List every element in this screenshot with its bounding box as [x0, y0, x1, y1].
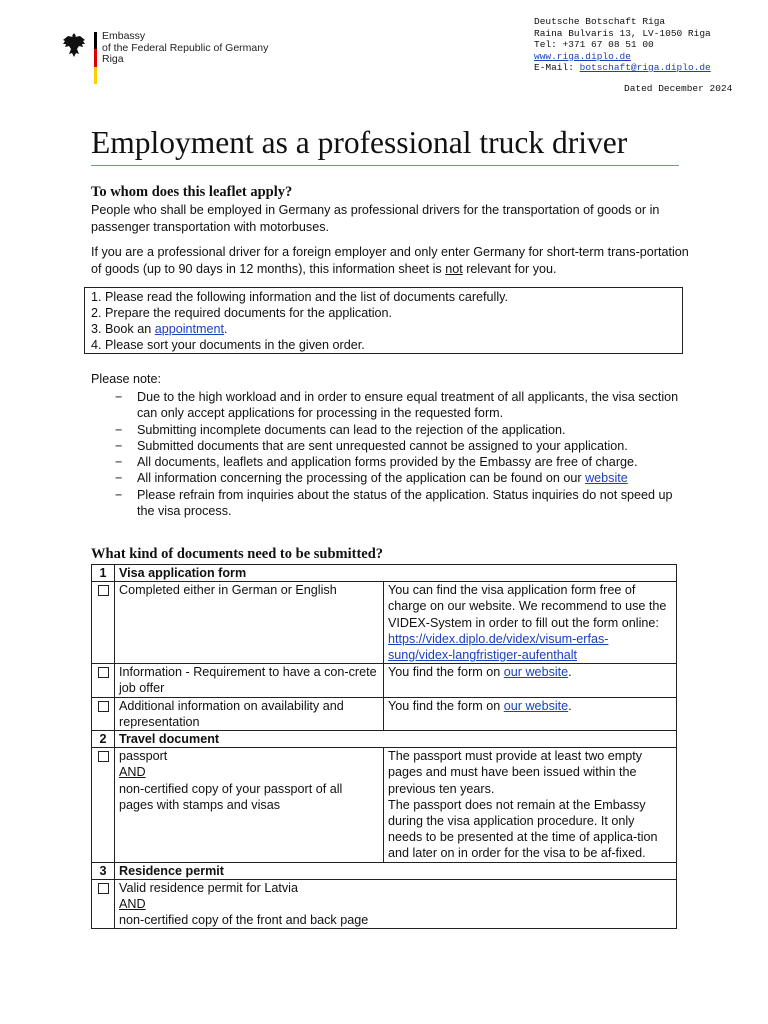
table-row: Information - Requirement to have a con-crete job offer You find the form on our website.	[92, 664, 677, 697]
section-heading-documents: What kind of documents need to be submitted?	[91, 546, 384, 562]
page-title: Employment as a professional truck driver	[91, 125, 628, 160]
table-section-row: 3 Residence permit	[92, 862, 677, 879]
checkbox[interactable]	[98, 751, 109, 762]
contact-name: Deutsche Botschaft Riga	[534, 16, 666, 27]
list-item: − All information concerning the processing of the application can be found on our website	[115, 471, 628, 486]
form-link[interactable]: our website	[503, 698, 569, 713]
table-row: Additional information on availability and representation You find the form on our website.	[92, 697, 677, 730]
table-section-row: 1 Visa application form	[92, 565, 677, 582]
logo-text: Embassy of the Federal Republic of Germany Riga	[102, 30, 269, 65]
contact-block: Deutsche Botschaft Riga Raina Bulvaris 13, LV-1050 Riga Tel: +371 67 08 51 00 www.riga.diplo.de E-Mail: botschaft@riga.diplo.de	[534, 16, 711, 73]
title-divider	[91, 165, 679, 166]
checkbox[interactable]	[98, 667, 109, 678]
steps-box	[84, 287, 683, 354]
list-item: − All documents, leaflets and application forms provided by the Embassy are free of charge.	[115, 455, 638, 470]
paragraph-scope: People who shall be employed in Germany as professional drivers for the transportation of goods or in passenger transportation with motorbuses.	[91, 203, 660, 234]
list-item: − Please refrain from inquiries about the status of the application. Status inquiries do not speed up the visa process.	[115, 487, 673, 519]
step-2: 2. Prepare the required documents for the application.	[91, 306, 393, 320]
form-link[interactable]: our website	[503, 665, 569, 680]
list-item: − Due to the high workload and in order to ensure equal treatment of all applicants, the visa section can only accept applications for processing in the requested form.	[115, 390, 679, 421]
checkbox[interactable]	[98, 701, 109, 712]
list-item: − Submitting incomplete documents can lead to the rejection of the application.	[115, 422, 566, 437]
table-section-row: 2 Travel document	[92, 731, 677, 748]
appointment-link[interactable]: appointment	[154, 322, 225, 336]
checkbox[interactable]	[98, 883, 109, 894]
contact-phone: Tel: +371 67 08 51 00	[534, 39, 654, 50]
website-link[interactable]: www.riga.diplo.de	[534, 50, 631, 62]
section-heading-applicability: To whom does this leaflet apply?	[91, 184, 293, 200]
documents-table	[91, 564, 677, 929]
table-row: Completed either in German or English You can find the visa application form free of charge on our website. We recommend to use the VIDEX-System in order to fill out the form online: https://videx.diplo.de/videx/visum-erfas- sung/videx-langfristiger-aufenthalt	[92, 582, 677, 664]
list-item: − Submitted documents that are sent unrequested cannot be assigned to your application.	[115, 438, 628, 453]
website-link-notes[interactable]: website	[585, 471, 628, 486]
videx-link[interactable]: https://videx.diplo.de/videx/visum-erfas- sung/videx-langfristiger-aufenthalt	[388, 631, 609, 663]
table-row: Valid residence permit for Latvia AND non-certified copy of the front and back page	[92, 879, 677, 929]
step-3: 3. Book an appointment.	[91, 322, 228, 336]
email-link[interactable]: botschaft@riga.diplo.de	[579, 62, 711, 73]
embassy-logo	[58, 28, 288, 90]
checkbox[interactable]	[98, 585, 109, 596]
notes-label: Please note:	[91, 372, 162, 386]
german-flag-bar	[94, 32, 97, 84]
step-4: 4. Please sort your documents in the given order.	[91, 338, 365, 352]
contact-address: Raina Bulvaris 13, LV-1050 Riga	[534, 27, 711, 39]
table-row: passport AND non-certified copy of your passport of all pages with stamps and visas The passport must provide at least two empty pages and must have been issued within the previous ten years. The passport does not remain at the Embassy during the visa application procedure. It only needs to be presented at the time of applica-tion and later on in order for the visa to be af-fixed.	[92, 748, 677, 862]
paragraph-exemption: If you are a professional driver for a foreign employer and only enter Germany for short-term trans-portation of goods (up to 90 days in 12 months), this information sheet is not relevant for you.	[91, 245, 689, 276]
date-line: Dated December 2024	[624, 83, 733, 94]
notes-list	[113, 389, 683, 519]
federal-eagle-icon	[62, 32, 86, 58]
step-1: 1. Please read the following information and the list of documents carefully.	[91, 290, 508, 304]
